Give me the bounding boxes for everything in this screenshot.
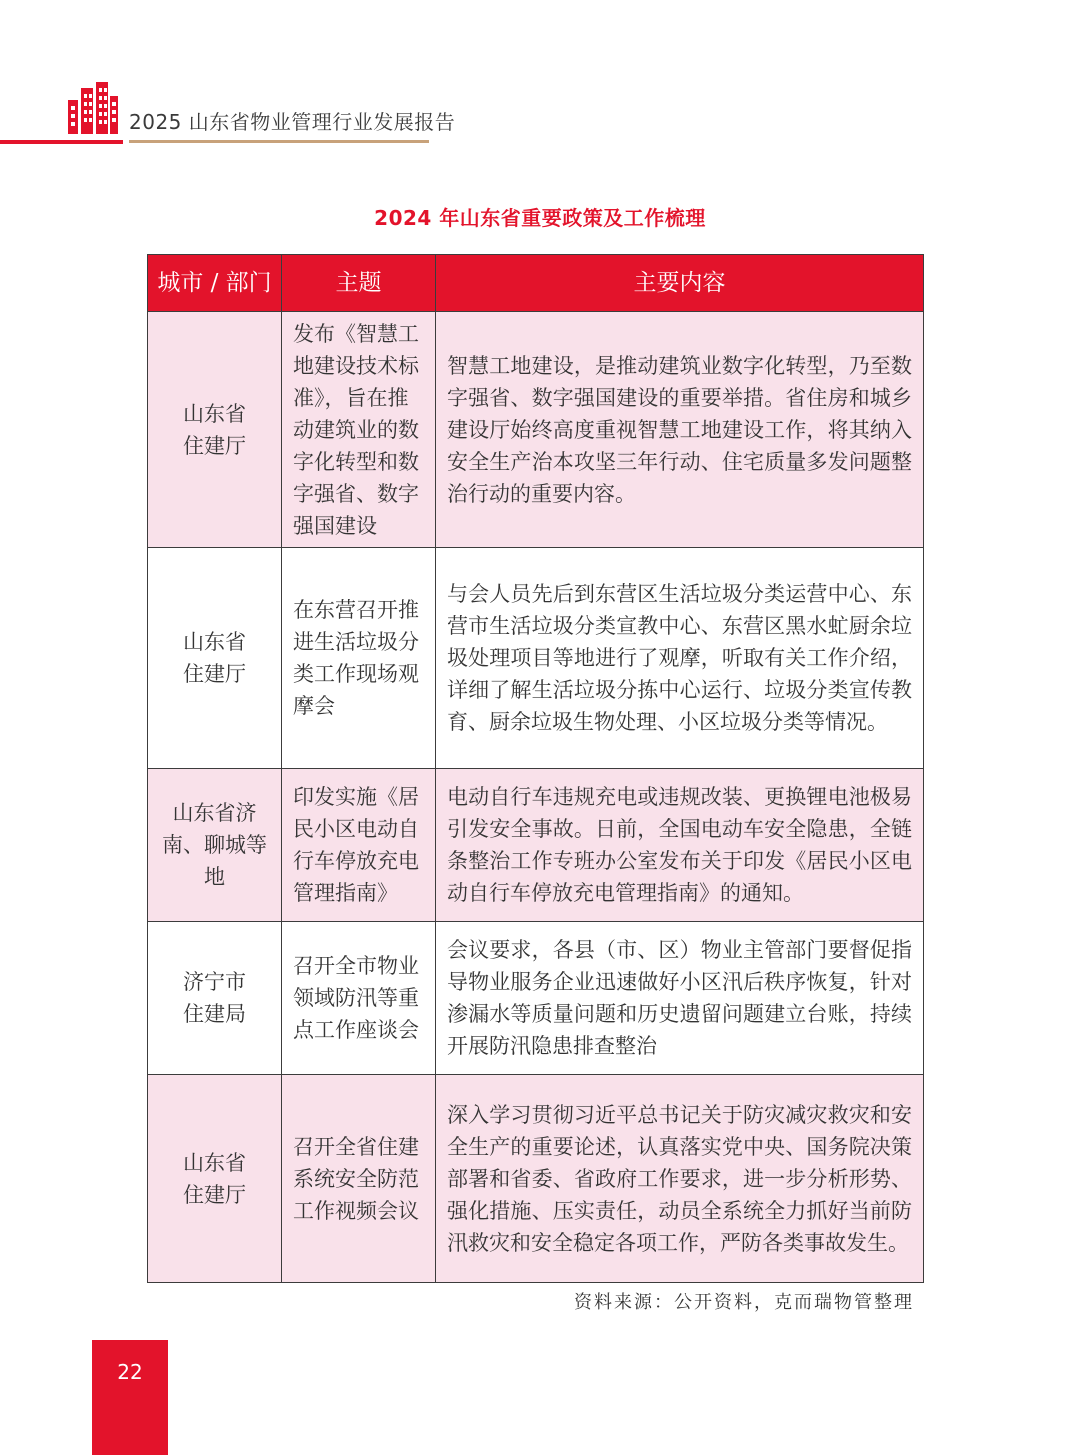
content-cell: 智慧工地建设，是推动建筑业数字化转型，乃至数字强省、数字强国建设的重要举措。省住房和城乡建设厅始终高度重视智慧工地建设工作，将其纳入安全生产治本攻坚三年行动、住宅质量多发问题整治行动的重要内容。: [436, 312, 924, 548]
topic-cell: 在东营召开推进生活垃圾分类工作现场观摩会: [282, 548, 436, 769]
table-row: [148, 548, 924, 769]
table-row: [148, 312, 924, 548]
city-cell: 山东省 住建厅: [148, 548, 282, 769]
city-cell: 济宁市 住建局: [148, 922, 282, 1075]
source-note: 资料来源：公开资料，克而瑞物管整理: [574, 1292, 914, 1313]
table-header-row: [148, 255, 924, 312]
table-row: [148, 769, 924, 922]
report-title: 2025 山东省物业管理行业发展报告: [129, 110, 456, 134]
city-cell: 山东省 住建厅: [148, 1075, 282, 1283]
content-cell: 电动自行车违规充电或违规改装、更换锂电池极易引发安全事故。日前，全国电动车安全隐患，全链条整治工作专班办公室发布关于印发《居民小区电动自行车停放充电管理指南》的通知。: [436, 769, 924, 922]
content-cell: 会议要求，各县（市、区）物业主管部门要督促指导物业服务企业迅速做好小区汛后秩序恢复，针对渗漏水等质量问题和历史遗留问题建立台账，持续开展防汛隐患排查整治: [436, 922, 924, 1075]
table-row: [148, 1075, 924, 1283]
content-cell: 与会人员先后到东营区生活垃圾分类运营中心、东营市生活垃圾分类宣教中心、东营区黑水虻厨余垃圾处理项目等地进行了观摩，听取有关工作介绍，详细了解生活垃圾分拣中心运行、垃圾分类宣传教育、厨余垃圾生物处理、小区垃圾分类等情况。: [436, 548, 924, 769]
column-header-content: 主要内容: [436, 255, 924, 312]
content-cell: 深入学习贯彻习近平总书记关于防灾减灾救灾和安全生产的重要论述，认真落实党中央、国务院决策部署和省委、省政府工作要求，进一步分析形势、强化措施、压实责任，动员全系统全力抓好当前防汛救灾和安全稳定各项工作，严防各类事故发生。: [436, 1075, 924, 1283]
header-red-rule: [0, 140, 123, 144]
topic-cell: 印发实施《居民小区电动自行车停放充电管理指南》: [282, 769, 436, 922]
page-header: [0, 0, 1080, 150]
column-header-topic: 主题: [282, 255, 436, 312]
city-cell: 山东省济 南、聊城等 地: [148, 769, 282, 922]
city-cell: 山东省 住建厅: [148, 312, 282, 548]
column-header-city: 城市 / 部门: [148, 255, 282, 312]
building-icon: [64, 82, 120, 138]
page-number-box: [92, 1340, 168, 1455]
topic-cell: 召开全省住建系统安全防范工作视频会议: [282, 1075, 436, 1283]
policy-table: [147, 254, 924, 1283]
topic-cell: 召开全市物业领域防汛等重点工作座谈会: [282, 922, 436, 1075]
table-row: [148, 922, 924, 1075]
header-gold-rule: [129, 140, 429, 143]
topic-cell: 发布《智慧工地建设技术标准》，旨在推动建筑业的数字化转型和数字强省、数字强国建设: [282, 312, 436, 548]
table-title: 2024 年山东省重要政策及工作梳理: [374, 206, 706, 230]
page-number: 22: [117, 1360, 143, 1384]
